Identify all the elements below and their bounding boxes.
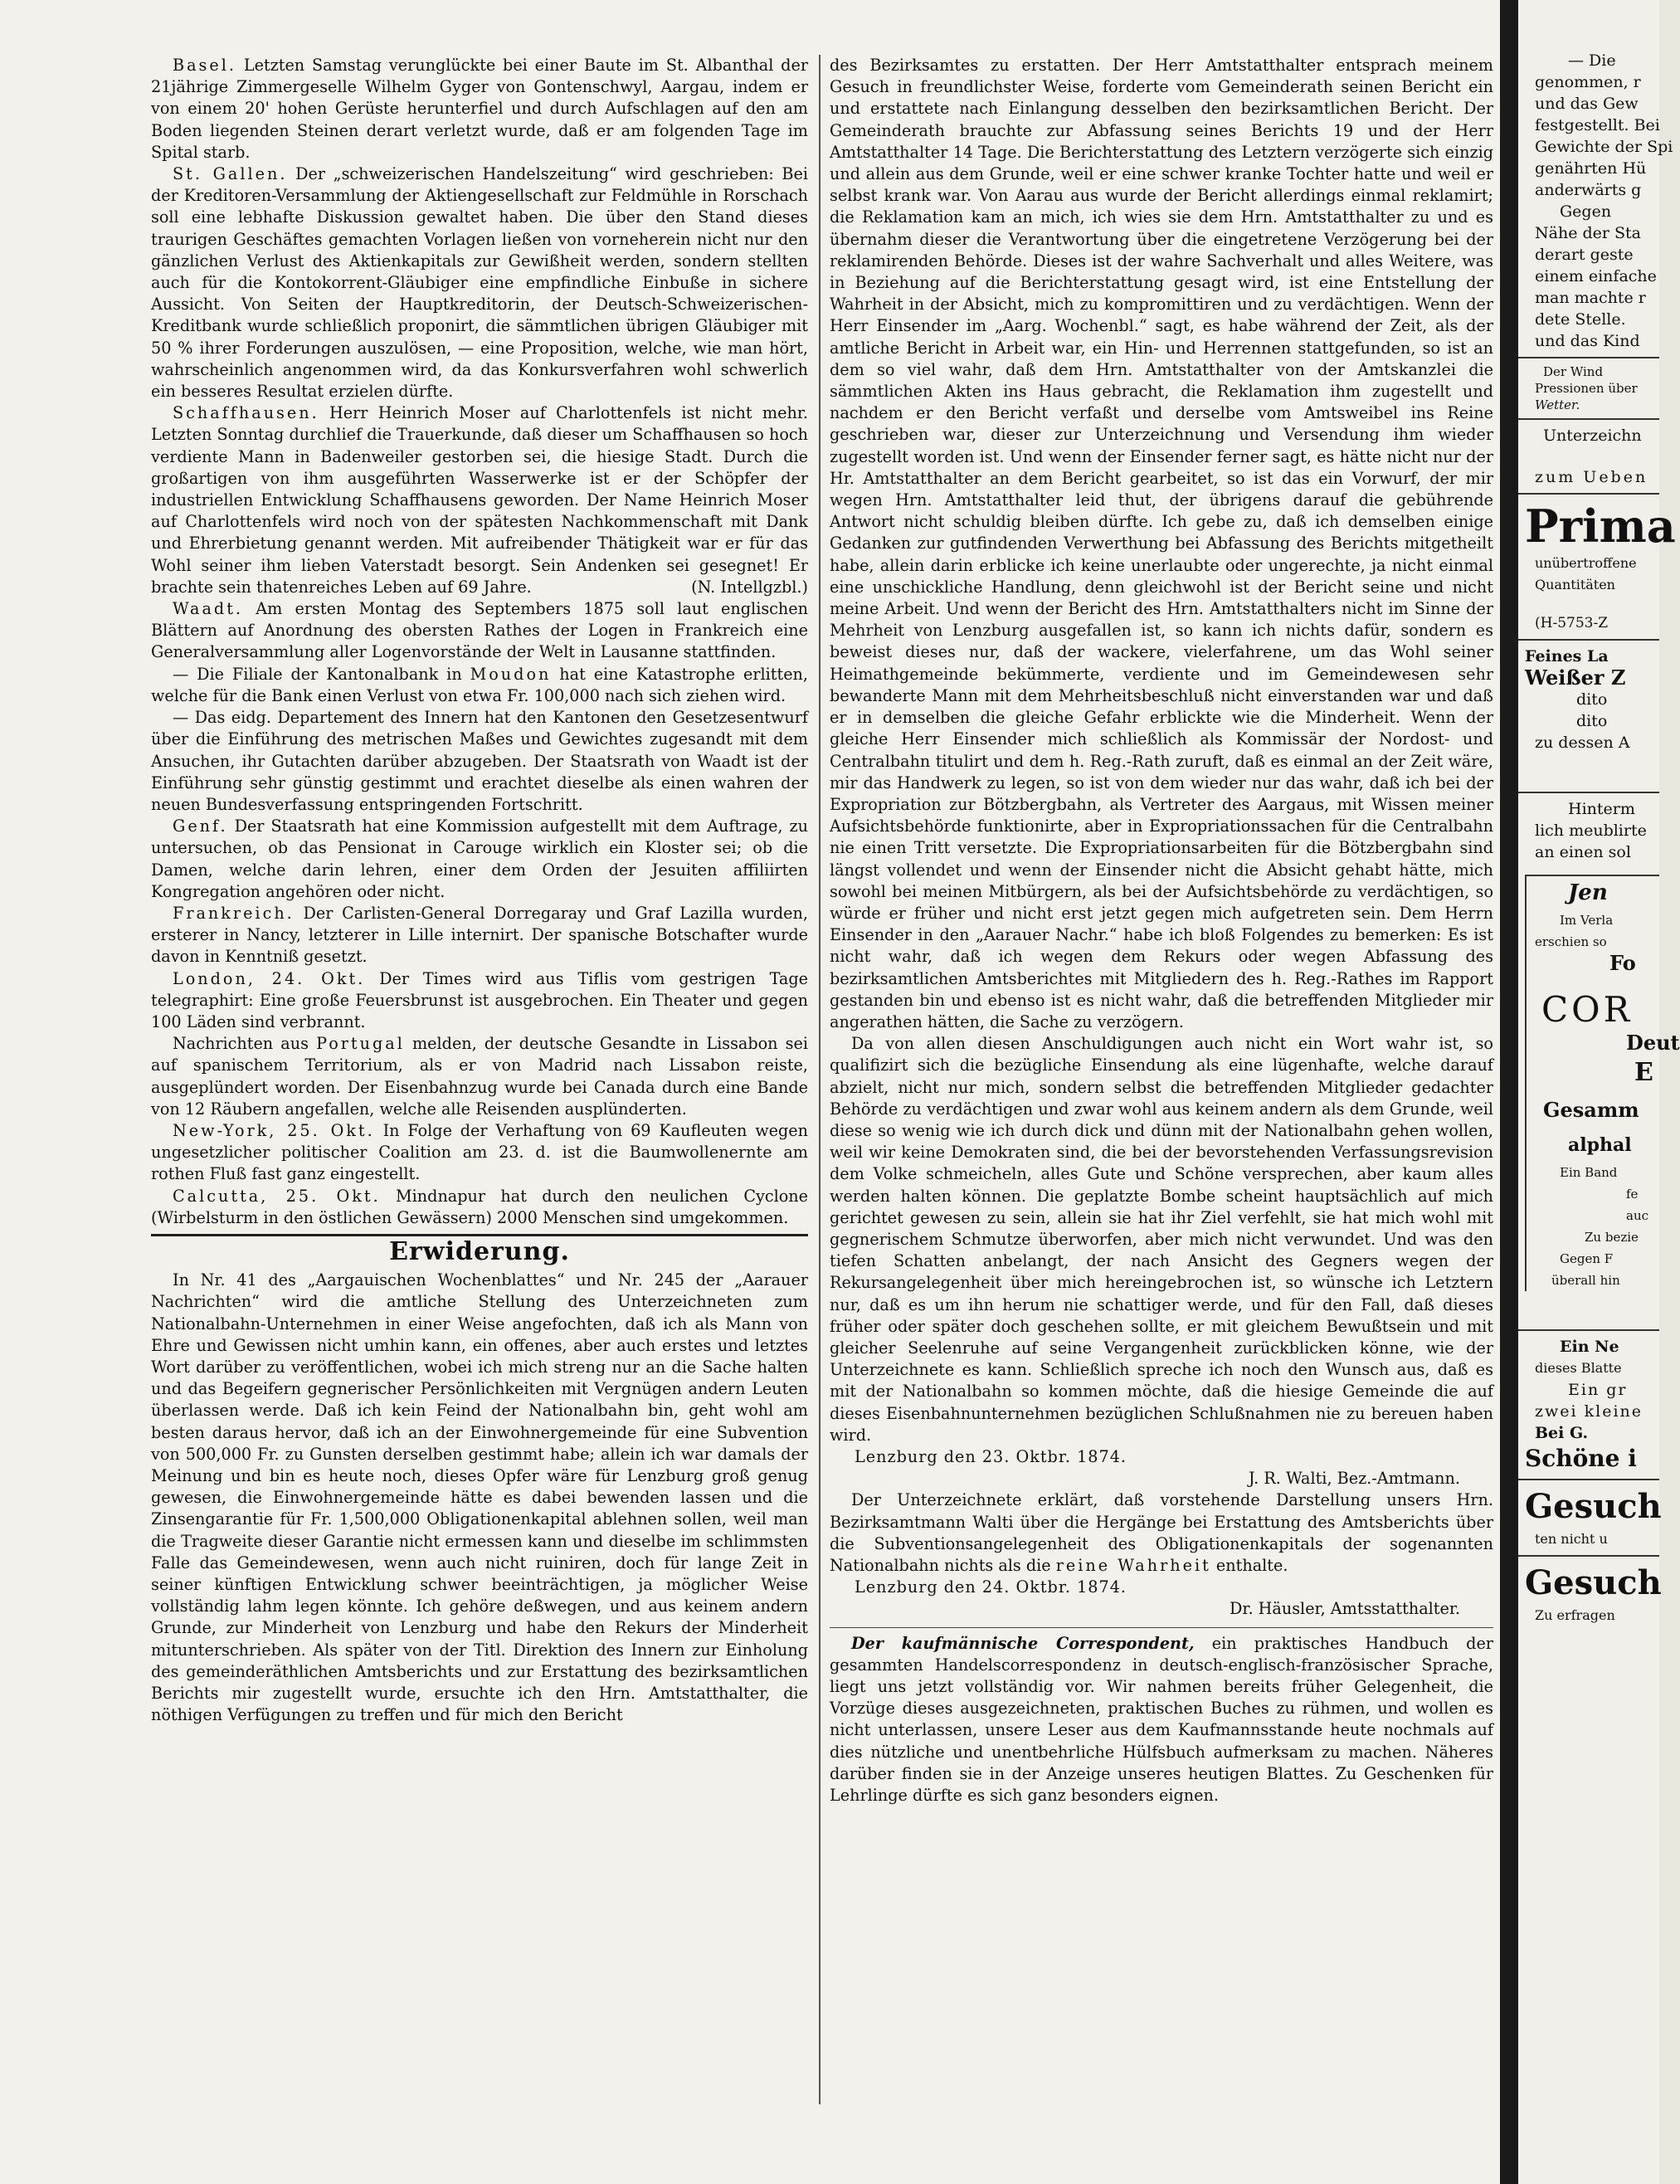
place-waadt: Waadt. (173, 599, 244, 619)
signature-haeusler (830, 1577, 1493, 1620)
place-genf: Genf. (173, 817, 228, 836)
place-basel: Basel. (173, 56, 236, 75)
signature-date: Lenzburg den 23. Oktbr. 1874. (855, 1447, 1127, 1466)
place-frankreich: Frankreich. (173, 903, 295, 923)
news-calcutta: Calcutta, 25. Okt. Mindnapur hat durch den neulichen Cyclone (Wirbelsturm in den östlichen Gewässern) 2000 Menschen sind umgekommen. (151, 1186, 809, 1227)
adjacent-page-fragment: — Die genommen, r und das Gew festgestellt. Bei Gewichte der Spi genährten Hü anderwärts g Gegen Nähe der Sta derart geste einem einfache man machte r dete Stelle. und das Kind Der Wind Pressionen über Wetter. Unterzeichn zum Ueben Prima unübertroffene Quantitäten (H-5753-Z Feines La Weißer Z dito dito zu dessen A Hinterm lich meublirte an einen sol Jen Im Verla erschien so Fo COR Deut E Gesamm alphal Ein Band fe auc Zu bezie Gegen F überall hin Ein Ne dieses Blatte Ein gr zwei kleine Bei G. Schöne i Gesuch ten nicht u Gesuch Zu erfragen (1518, 0, 1659, 2184)
signature-name: J. R. Walti, Bez.-Amtmann. (1248, 1469, 1460, 1489)
section-divider (151, 1234, 808, 1236)
place-st-gallen: St. Gallen. (173, 164, 288, 184)
place-new-york: New-York, 25. Okt. (173, 1120, 375, 1140)
news-frankreich: Frankreich. Der Carlisten-General Dorregaray und Graf Lazilla wurden, ersterer in Nancy, letzterer in Lille internirt. Der spanische Botschafter wurde davon in Kenntniß gesetzt. (151, 903, 808, 967)
signature-name: Dr. Häusler, Amtsstatthalter. (1230, 1599, 1460, 1619)
erwiderung-conclusion: Da von allen diesen Anschuldigungen auch nicht ein Wort wahr ist, so qualifizirt sich die bezügliche Einsendung als eine lügenhafte, welche darauf abzielt, nicht nur mich, sondern selbst die betreffenden Mitglieder gedachter Behörde zu verdächtigen und zwar wohl aus keinem andern als dem Grunde, weil diese so wenig wie ich durch dick und dünn mit der Nationalbahn gehen wollen, weil wir keine Demokraten sind, die bei der bevorstehenden Verfassungsrevision dem Volke schmeicheln, alles Gute und Schöne versprechen, aber kaum alles werden halten können. Die geplatzte Bombe scheint hauptsächlich auf mich gerichtet gewesen zu sein, allein sie hat ihr Ziel verfehlt, sie hat mich wohl mit gegnerischem Schmutze überworfen, aber mich nicht verwundet. Und was den tiefen Schatten anbelangt, der nach Ansicht des Gegners wegen der Rekursangelegenheit über mich hereingebrochen ist, so wünsche ich Letztern nur, daß es um ihn herum nie schattiger werde, und für den Fall, daß dieses früher oder später doch geschehen sollte, er mit gleichem Bewußtsein und mit gleicher Seelenruhe auf seine Vergangenheit zurückblicken könne, wie der Unterzeichnete es kann. Schließlich spreche ich noch den Wunsch aus, daß es mit der Nationalbahn so kommen möchte, daß die hiesige Gemeinde die auf dieses Eisenbahnunternehmen bezüglichen Schlußnahmen nie zu bereuen haben wird. (830, 1034, 1493, 1445)
column-rule (819, 55, 821, 2104)
news-schaffhausen: Schaffhausen. Herr Heinrich Moser auf Charlottenfels ist nicht mehr. Letzten Sonntag durchlief die Trauerkunde, daß dieser um Schaffhausen so hoch verdiente Mann in Badenweiler gestorben sei, die hiesige Stadt. Durch die großartigen von ihm ausgeführten Wasserwerke ist er der Schöpfer der industriellen Entwicklung Schaffhausens geworden. Der Name Heinrich Moser auf Charlottenfels wird noch von der spätesten Nachkommenschaft mit Dank und Ehrerbietung genannt werden. Mit aufreibender Thätigkeit war er für das Wohl seiner ihm lieben Vaterstadt besorgt. Sein Andenken sei gesegnet! Er brachte sein thatenreiches Leben auf 69 Jahre. (N. Intellgzbl.) (151, 402, 808, 598)
source-note: (N. Intellgzbl.) (691, 577, 808, 597)
page-gutter (1500, 0, 1518, 2184)
place-portugal: Portugal (316, 1034, 405, 1054)
news-st-gallen: St. Gallen. Der „schweizerischen Handelszeitung“ wird geschrieben: Bei der Kreditoren-Versammlung der Aktiengesellschaft zur Feldmühle in Rorschach soll eine lebhafte Diskussion gewaltet haben. Die über den Stand dieses traurigen Geschäftes gemachten Vorlagen ließen von vorneherein nicht nur den gänzlichen Verlust des Aktienkapitals zur Gewißheit werden, sondern stellten auch für die Kontokorrent-Gläubiger eine empfindliche Einbuße in sichere Aussicht. Von Seiten der Hauptkreditorin, der Deutsch-Schweizerischen-Kreditbank wurde schließlich proponirt, die sämmtlichen übrigen Gläubiger mit 50 % ihrer Forderungen auszulösen, — eine Proposition, welche, wie man hört, wahrscheinlich angenommen wird, da das Konkursverfahren wohl schwerlich ein besseres Resultat erzielen dürfte. (151, 164, 809, 402)
erwiderung-text: In Nr. 41 des „Aargauischen Wochenblattes“ und Nr. 245 der „Aarauer Nachrichten“ wird die amtliche Stellung des Unterzeichneten zum Nationalbahn-Unternehmen in einer Weise angefochten, daß ich als Mann von Ehre und Gewissen nicht umhin kann, ein offenes, aber auch erstes und letztes Wort darüber zu veröffentlichen, wobei ich mich streng nur an die Sache halten und das Begeifern gegnerischer Persönlichkeiten mit Vergnügen andern Leuten überlassen werde. Daß ich kein Feind der Nationalbahn bin, geht wohl am besten daraus hervor, daß ich an der Einwohnergemeinde für eine Subvention von 500,000 Fr. zu Gunsten derselben gestimmt habe; allein ich war damals der Meinung und bin es heute noch, dieses Opfer wäre für Lenzburg groß genug gewesen, die Einwohnergemeinde hätte es dabei bewenden lassen und die Zinsengarantie für Fr. 1,500,000 Obligationenkapital ablehnen sollen, weil man die Tragweite dieser Garantie nicht ermessen kann und dieselbe im schlimmsten Falle das Gemeindewesen, wenn auch nicht ruiniren, doch für lange Zeit in seiner künftigen Entwicklung schwer beeinträchtigen, ja möglicher Weise vollständig lahm legen könnte. Ich gehöre deßwegen, und aus keinem andern Grunde, zur Minderheit von Lenzburg und habe den Rekurs der Minderheit mitunterschrieben. Als später von der Titl. Direktion des Innern zur Einholung des gemeinderäthlichen Amtsberichts und zur Erstattung des bezirksamtlichen Berichts mir zugestellt wurde, ersuchte ich den Hrn. Amtstatthalter, die nöthigen Verfügungen zu treffen und für mich den Bericht (151, 1270, 808, 1725)
news-new-york: New-York, 25. Okt. In Folge der Verhaftung von 69 Kaufleuten wegen ungesetzlicher politischer Coalition am 23. d. ist die Baumwollenernte am rothen Fluß fast ganz eingestellt. (151, 1120, 808, 1184)
place-london: London, 24. Okt. (173, 968, 366, 988)
ad-prima: Prima (1525, 500, 1676, 553)
correspondent-notice: Der kaufmännische Correspondent, ein praktisches Handbuch der gesammten Handelscorrespondenz in deutsch-englisch-französischer Sprache, liegt uns jetzt vollständig vor. Wir nahmen bereits früher Gelegenheit, die Vorzüge dieses ausgezeichneten, praktischen Buches zu rühmen, und wollen es nicht unterlassen, unsere Leser aus dem Kaufmannsstande heute nochmals auf dies nützliche und unentbehrliche Hülfsbuch aufmerksam zu machen. Näheres darüber finden sie in der Anzeige unseres heutigen Blattes. Zu Geschenken für Lehrlinge dürfte es sich ganz besonders eignen. (830, 1633, 1493, 1806)
signature-walti (830, 1446, 1493, 1489)
news-portugal: Nachrichten aus Portugal melden, der deutsche Gesandte in Lissabon sei auf spanischem Territorium, als er von Madrid nach Lissabon reiste, ausgeplündert worden. Der Eisenbahnzug wurde bei Canada durch eine Bande von 12 Räubern angefallen, welche alle Reisenden ausplünderten. (151, 1034, 808, 1119)
news-moudon: — Die Filiale der Kantonalbank in Moudon hat eine Katastrophe erlitten, welche für die Bank einen Verlust von etwa Fr. 100,000 nach sich ziehen wird. (151, 664, 809, 705)
erwiderung-continued: des Bezirksamtes zu erstatten. Der Herr Amtstatthalter entsprach meinem Gesuch in freundlichster Weise, forderte vom Gemeinderath seinen Bericht ein und erstattete nach Einlangung desselben den bezirksamtlichen Bericht. Der Gemeinderath brauchte zur Abfassung seines Berichts 19 und der Herr Amtstatthalter 14 Tage. Die Berichterstattung des Letztern verzögerte sich einzig und allein aus dem Grunde, weil er eine schwer kranke Tochter hatte und weil er selbst krank war. Von Aarau aus wurde der Bericht allerdings einmal reklamirt; die Reklamation kam an mich, ich wies sie dem Hrn. Amtstatthalter zu und es übernahm dieser die Verantwortung über die eingetretene Verzögerung bei der reklamirenden Behörde. Dieses ist der wahre Sachverhalt und alles Weitere, was in Beziehung auf die Berichterstattung gesagt wird, ist eine Entstellung der Wahrheit in der Absicht, mich zu kompromittiren und zu verdächtigen. Wenn der Herr Einsender im „Aarg. Wochenbl.“ sagt, es habe während der Zeit, als der amtliche Bericht in Arbeit war, ein Hin- und Herrennen stattgefunden, so ist an dem so viel wahr, daß dem Hrn. Amtstatthalter von der Amtskanzlei die sämmtlichen Akten ins Haus gebracht, die Reklamation ihm zugestellt und nachdem er den Bericht verfaßt und derselbe vom Amtsweibel ins Reine geschrieben war, dieser zur Unterzeichnung und Versendung ihm wieder zugestellt worden ist. Und wenn der Einsender ferner sagt, es hätte nicht nur der Hr. Amtstatthalter an dem Bericht gearbeitet, so ist das ein Vorwurf, der mir wegen Hrn. Amtstatthalter leid thut, der übrigens darauf die gebührende Antwort nicht schuldig bleiben dürfte. Ich gebe zu, daß ich demselben einige Gedanken zur gutfindenden Verwerthung bei Abfassung des Berichts mitgetheilt habe, allein darin erblicke ich keine unerlaubte oder ungerechte, ja nicht einmal eine unschickliche Handlung, denn gleichwohl ist der Bericht seine und nicht meine Arbeit. Und wenn der Bericht des Hrn. Amtstatthalters nicht im Sinne der Mehrheit von Lenzburg ausgefallen ist, so kann ich nichts dafür, sondern es beweist dieses nur, daß der wackere, vielerfahrene, um das Wohl seiner Heimathgemeinde bekümmerte, verdiente und im Gemeindewesen sehr bewanderte Mann mit dem Mehrheitsbeschluß nicht einverstanden war und daß er in demselben die gleiche Gefahr erblickte wie die Minderheit. Wenn der gleiche Herr Einsender mich schließlich als Kommissär der Nordost- und Centralbahn titulirt und dem h. Reg.-Rath zuruft, daß es einmal an der Zeit wäre, mir das Handwerk zu legen, so ist von dem wieder nur das wahr, daß ich bei der Expropriation zur Bötzbergbahn, als Vertreter des Aargaus, mit Wissen meiner Aufsichtsbehörde funktionirte, aber in Expropriationssachen für die Centralbahn nie einen Tritt versetzte. Die Expropriationsarbeiten für die Bötzbergbahn sind längst vollendet und wenn der Einsender nicht die Absicht gehabt hätte, mich sowohl bei meinen Mitbürgern, als bei der Aufsichtsbehörde zu verdächtigen, so würde er früher und nicht erst jetzt gegen mich aufgetreten sein. Dem Herrn Einsender in den „Aarauer Nachr.“ habe ich bloß Folgendes zu bemerken: Es ist nicht wahr, daß ich wegen dem Rekurs oder wegen Abfassung des bezirksamtlichen Amtsberichtes mit Mitgliedern des h. Reg.-Rathes im Rapport gestanden bin und ebenso ist es nicht wahr, daß die betreffenden Mitglieder mir angerathen hätten, die Sache zu verzögern. (830, 56, 1493, 1031)
place-schaffhausen: Schaffhausen. (173, 403, 319, 423)
news-metric: — Das eidg. Departement des Innern hat den Kantonen den Gesetzesentwurf über die Einführung des metrischen Maßes und Gewichtes zugesandt mit dem Ansuchen, ihr Gutachten darüber abzugeben. Der Staatsrath von Waadt ist der Einführung sehr günstig gestimmt und erachtet dieselbe als einen wahren der neuen Bundesverfassung entspringenden Fortschritt. (151, 708, 808, 814)
news-london: London, 24. Okt. Der Times wird aus Tiflis vom gestrigen Tage telegraphirt: Eine große Feuersbrunst ist ausgebrochen. Ein Theater und gegen 100 Läden sind verbrannt. (151, 968, 808, 1031)
place-moudon: Moudon (470, 664, 552, 684)
news-basel: Basel. Letzten Samstag verunglückte bei einer Baute im St. Albanthal der 21jährige Zimmergeselle Wilhelm Gyger von Gontenschwyl, Aargau, indem er von einem 20' hohen Gerüste herunterfiel und durch Aufschlagen auf den am Boden liegenden Steinen derart verletzt wurde, daß er am folgenden Tage im Spital starb. (151, 56, 808, 162)
left-column (151, 55, 808, 2104)
article-headline: Erwiderung. (389, 1236, 570, 1266)
news-waadt: Waadt. Am ersten Montag des Septembers 1875 soll laut englischen Blättern auf Anordnung des obersten Rathes der Logen in Frankreich eine Generalversammlung aller Logenvorstände der Welt in Lausanne stattfinden. (151, 599, 808, 662)
fragment-lines: — Die genommen, r und das Gew festgestellt. Bei Gewichte der Spi genährten Hü anderwärts g Gegen Nähe der Sta derart geste einem einfache man machte r dete Stelle. und das Kind (1535, 51, 1673, 350)
section-divider (830, 1627, 1493, 1628)
signature-date: Lenzburg den 24. Oktbr. 1874. (855, 1577, 1127, 1597)
news-genf: Genf. Der Staatsrath hat eine Kommission aufgestellt mit dem Auftrage, zu untersuchen, ob das Pensionat in Carouge wirklich ein Kloster sei; ob die Damen, welche darin lehren, einer dem Orden der Jesuiten affiliirten Kongregation angehören oder nicht. (151, 817, 808, 901)
ad-box: Jen Im Verla erschien so Fo COR Deut E Gesamm alphal Ein Band fe auc Zu bezie Gegen F überall hin (1525, 875, 1659, 1291)
middle-column (830, 55, 1493, 2104)
confirmation-text: Der Unterzeichnete erklärt, daß vorstehende Darstellung unsers Hrn. Bezirksamtmann Walti über die Hergänge bei Erstattung des Amtsberichts über die Subventionsangelegenheit des Obligationenkapitals der sogenannten Nationalbahn nichts als die reine Wahrheit enthalte. (830, 1490, 1493, 1576)
place-calcutta: Calcutta, 25. Okt. (173, 1186, 381, 1206)
